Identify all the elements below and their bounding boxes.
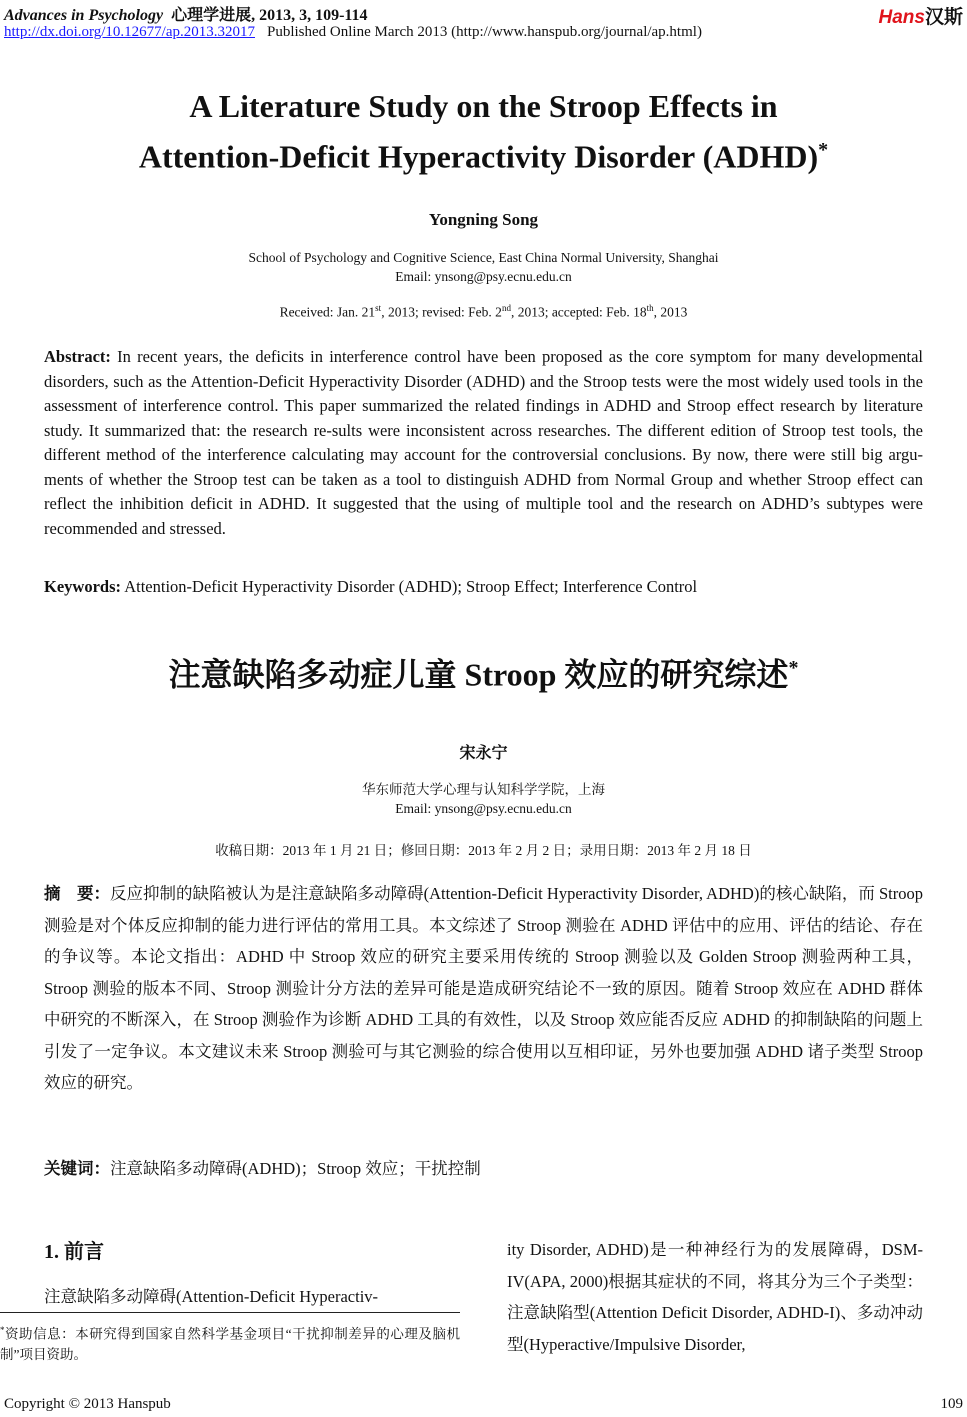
title-footnote-mark: * [818,139,829,161]
title-line-1: A Literature Study on the Stroop Effects in [189,88,778,124]
page-number: 109 [940,1396,963,1412]
journal-name: Advances in Psychology [4,7,164,24]
abstract-text: In recent years, the deficits in interference control have been proposed as the core symptom for many developmental disorders, such as the Attention-Deficit Hyperactivity Disorder (ADHD) and the Stroop tests were the most widely used tools in the assessment of interference control. This paper summarized the related findings in ADHD and Stroop effect research by literature study. It summarized that: the research re-sults were inconsistent across researches. The different edition of Stroop test tools, the different method of the interference calculating may account for the controversial conclusions. By now, there were still big argu-ments of whether the Stroop test can be taken as a tool to distinguish ADHD from Normal Group and whether Stroop effect can reflect the inhibition deficit in ADHD. It suggested that the using of multiple tool and the research on ADHD’s subtypes were recommended and stressed. [44,347,924,538]
footnote-mark: * [0,1325,5,1335]
left-text: 注意缺陷多动障碍(Attention-Deficit Hyperactiv- [44,1287,379,1306]
logo-en: Hans [878,7,925,28]
received-dates: Received: Jan. 21st, 2013; revised: Feb. 2nd, 2013; accepted: Feb. 18th, 2013 [279,303,688,320]
chinese-title [0,646,967,697]
cn-abstract-text: 反应抑制的缺陷被认为是注意缺陷多动障碍(Attention-Deficit Hyperactivity Disorder, ADHD)的核心缺陷，而 Stroop 测验是对个体反应抑制的能力进行评估的常用工具。本文综述了 Stroop 测验在 ADHD 评估中的应用、评估的结论、存在的争议等。本论文指出：ADHD 中 Stroop 效应的研究主要采用传统的 Stroop 测验以及 Golden Stroop 测验两种工具，Stroop 测验的版本不同、Stroop 测验计分方法的差异可能是造成研究结论不一致的原因。随着 Stroop 效应在 ADHD 群体中研究的不断深入，在 Stroop 测验作为诊断 ADHD 工具的有效性，以及 Stroop 效应能否反应 ADHD 的抑制缺陷的问题上引发了一定争议。本文建议未来 Stroop 测验可与其它测验的综合使用以互相印证，另外也要加强 ADHD 诸子类型 Stroop 效应的研究。 [44,884,924,1092]
section-heading: 1. 前言 [44,1241,104,1263]
cn-title-mark: * [788,657,799,679]
journal-header [4,2,368,25]
affiliation [0,248,967,286]
cn-keywords-text: 注意缺陷多动障碍(ADHD)；Stroop 效应；干扰控制 [110,1159,481,1178]
author-email: Email: ynsong@psy.ecnu.edu.cn [395,269,572,284]
chinese-abstract [44,878,923,1099]
cn-abstract-label: 摘 要： [44,884,111,903]
cn-dates: 收稿日期：2013 年 1 月 21 日；修回日期：2013 年 2 月 2 日；录用日期：2013 年 2 月 18 日 [215,843,752,858]
left-column-text [44,1283,460,1307]
right-column-text: ity Disorder, ADHD)是一种神经行为的发展障碍，DSM-IV(APA, 2000)根据其症状的不同，将其分为三个子类型：注意缺陷型(Attention Deficit Disorder, ADHD-I)、多动冲动型(Hyperactive/Impulsive Disorder, [507,1240,923,1354]
footnote-text: 资助信息：本研究得到国家自然科学基金项目“干扰抑制差异的心理及脑机制”项目资助。 [0,1326,460,1362]
published-online: Published Online March 2013 (http://www.hanspub.org/journal/ap.html) [266,24,702,40]
cn-affiliation [0,780,967,818]
footnote [0,1320,460,1365]
cn-email: Email: ynsong@psy.ecnu.edu.cn [395,801,572,816]
keywords-text: Attention-Deficit Hyperactivity Disorder (ADHD); Stroop Effect; Interference Control [124,577,698,596]
english-keywords [44,575,923,600]
logo-cn: 汉斯 [924,7,963,28]
publication-line [4,24,702,41]
hans-logo [879,2,963,29]
footnote-divider [0,1312,460,1313]
title-line-2: Attention-Deficit Hyperactivity Disorder (ADHD) [138,138,819,175]
cn-title-text: 注意缺陷多动症儿童 Stroop 效应的研究综述 [168,656,789,693]
keywords-label: Keywords: [44,577,121,596]
abstract-label: Abstract: [44,347,111,366]
affiliation-text: School of Psychology and Cognitive Science, East China Normal University, Shanghai [248,250,719,265]
english-title [0,84,967,179]
journal-citation: 心理学进展, 2013, 3, 109-114 [171,7,368,24]
english-abstract [44,345,923,541]
doi-link[interactable]: http://dx.doi.org/10.12677/ap.2013.32017 [4,24,255,40]
cn-keywords-label: 关键词： [44,1159,110,1178]
author-name: Yongning Song [428,210,539,229]
copyright: Copyright © 2013 Hanspub [4,1396,171,1412]
cn-author-name: 宋永宁 [459,745,508,762]
cn-affiliation-text: 华东师范大学心理与认知科学学院，上海 [362,782,605,797]
chinese-keywords [44,1157,923,1182]
